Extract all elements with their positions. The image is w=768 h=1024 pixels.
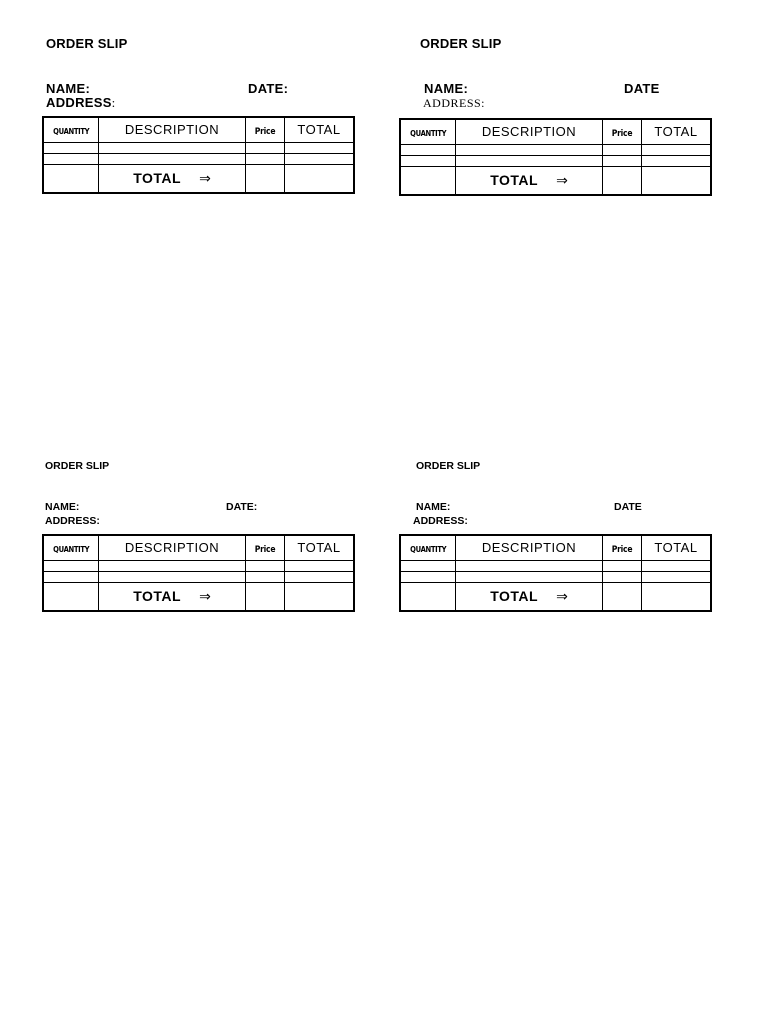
right-double-arrow-icon: ⇒	[556, 587, 568, 604]
slip-3-title: ORDER SLIP	[45, 460, 110, 472]
quantity-cell[interactable]	[43, 572, 99, 583]
slip-2-items-table	[399, 118, 712, 196]
table-row	[400, 561, 711, 572]
grand-total-label: TOTAL ⇒	[456, 167, 603, 196]
price-header: Price	[603, 119, 642, 145]
right-double-arrow-icon: ⇒	[199, 587, 211, 604]
slip-3-items-table	[42, 534, 355, 612]
quantity-cell[interactable]	[400, 145, 456, 156]
slip-4-address-label: ADDRESS:	[413, 515, 468, 527]
table-row	[43, 572, 354, 583]
quantity-header: QUANTITY	[43, 117, 99, 143]
quantity-cell[interactable]	[400, 561, 456, 572]
table-row	[43, 154, 354, 165]
slip-3-address-label: ADDRESS:	[45, 515, 100, 527]
slip-2-name-label: NAME:	[424, 81, 469, 96]
total-price-cell[interactable]	[246, 165, 285, 194]
slip-2-address-label: ADDRESS:	[423, 96, 486, 110]
description-cell[interactable]	[99, 572, 246, 583]
slip-2-title: ORDER SLIP	[420, 36, 502, 51]
total-header: TOTAL	[642, 119, 712, 145]
total-cell[interactable]	[642, 156, 712, 167]
quantity-header: QUANTITY	[400, 535, 456, 561]
slip-3-date-label: DATE:	[226, 501, 258, 513]
price-header: Price	[246, 535, 285, 561]
total-row-blank	[43, 583, 99, 612]
price-cell[interactable]	[603, 561, 642, 572]
slip-1-address-label: ADDRESS:	[46, 95, 116, 110]
price-cell[interactable]	[246, 572, 285, 583]
quantity-header: QUANTITY	[400, 119, 456, 145]
description-header: DESCRIPTION	[99, 535, 246, 561]
total-cell[interactable]	[642, 561, 712, 572]
quantity-cell[interactable]	[43, 143, 99, 154]
total-row-blank	[400, 583, 456, 612]
total-cell[interactable]	[285, 154, 355, 165]
description-header: DESCRIPTION	[456, 535, 603, 561]
total-row-blank	[400, 167, 456, 196]
slip-3-name-label: NAME:	[45, 501, 80, 513]
description-cell[interactable]	[99, 154, 246, 165]
total-cell[interactable]	[285, 561, 355, 572]
price-header: Price	[246, 117, 285, 143]
grand-total-cell[interactable]	[642, 583, 712, 612]
description-cell[interactable]	[456, 156, 603, 167]
slip-4-title: ORDER SLIP	[416, 460, 481, 472]
description-cell[interactable]	[99, 561, 246, 572]
description-header: DESCRIPTION	[456, 119, 603, 145]
total-row	[43, 165, 354, 194]
right-double-arrow-icon: ⇒	[556, 171, 568, 188]
grand-total-cell[interactable]	[285, 583, 355, 612]
total-price-cell[interactable]	[246, 583, 285, 612]
total-price-cell[interactable]	[603, 167, 642, 196]
price-cell[interactable]	[246, 154, 285, 165]
table-row	[400, 145, 711, 156]
table-row	[400, 156, 711, 167]
slip-1-name-label: NAME:	[46, 81, 91, 96]
grand-total-cell[interactable]	[285, 165, 355, 194]
price-cell[interactable]	[246, 143, 285, 154]
table-row	[400, 572, 711, 583]
slip-1-items-table	[42, 116, 355, 194]
price-cell[interactable]	[246, 561, 285, 572]
right-double-arrow-icon: ⇒	[199, 169, 211, 186]
total-row	[400, 167, 711, 196]
slip-1-date-label: DATE:	[248, 81, 289, 96]
description-cell[interactable]	[456, 145, 603, 156]
slip-2-date-label: DATE	[624, 81, 660, 96]
total-price-cell[interactable]	[603, 583, 642, 612]
description-cell[interactable]	[456, 572, 603, 583]
total-row	[400, 583, 711, 612]
description-header: DESCRIPTION	[99, 117, 246, 143]
total-cell[interactable]	[285, 143, 355, 154]
price-header: Price	[603, 535, 642, 561]
table-row	[43, 143, 354, 154]
price-cell[interactable]	[603, 145, 642, 156]
slip-1-title: ORDER SLIP	[46, 36, 128, 51]
price-cell[interactable]	[603, 156, 642, 167]
description-cell[interactable]	[99, 143, 246, 154]
grand-total-label: TOTAL ⇒	[99, 583, 246, 612]
total-header: TOTAL	[642, 535, 712, 561]
grand-total-cell[interactable]	[642, 167, 712, 196]
total-row	[43, 583, 354, 612]
quantity-cell[interactable]	[43, 154, 99, 165]
grand-total-label: TOTAL ⇒	[99, 165, 246, 194]
price-cell[interactable]	[603, 572, 642, 583]
quantity-header: QUANTITY	[43, 535, 99, 561]
grand-total-label: TOTAL ⇒	[456, 583, 603, 612]
total-row-blank	[43, 165, 99, 194]
description-cell[interactable]	[456, 561, 603, 572]
total-cell[interactable]	[642, 145, 712, 156]
slip-4-date-label: DATE	[614, 501, 642, 513]
total-cell[interactable]	[642, 572, 712, 583]
quantity-cell[interactable]	[400, 572, 456, 583]
total-header: TOTAL	[285, 117, 355, 143]
total-cell[interactable]	[285, 572, 355, 583]
table-row	[43, 561, 354, 572]
quantity-cell[interactable]	[43, 561, 99, 572]
slip-4-name-label: NAME:	[416, 501, 451, 513]
quantity-cell[interactable]	[400, 156, 456, 167]
total-header: TOTAL	[285, 535, 355, 561]
slip-4-items-table	[399, 534, 712, 612]
